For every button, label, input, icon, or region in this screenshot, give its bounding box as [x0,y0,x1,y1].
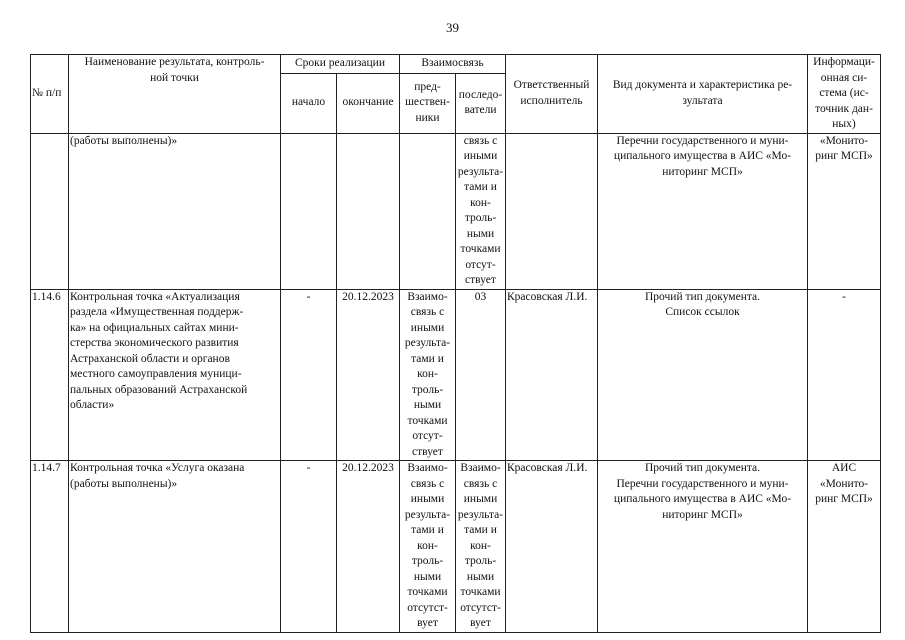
row-info-system: - [808,289,881,461]
header-predecessors: пред- шествен- ники [400,73,456,133]
row-info-system: АИС «Монито- ринг МСП» [808,461,881,633]
row-predecessors: Взаимо- связь с иными результа- тами и кон- троль- ными точками отсутст- вует [400,461,456,633]
row-end [337,133,400,289]
row-predecessors [400,133,456,289]
header-responsible: Ответственный исполнитель [506,55,598,134]
row-end: 20.12.2023 [337,289,400,461]
row-num: 1.14.6 [31,289,69,461]
row-start: - [281,461,337,633]
row-name: (работы выполнены)» [69,133,281,289]
row-successors: Взаимо- связь с иными результа- тами и кон- троль- ными точками отсутст- вует [456,461,506,633]
row-document: Перечни государственного и муни- ципального имущества в АИС «Мо- ниторинг МСП» [598,133,808,289]
header-info-system: Информаци- онная си- стема (ис- точник дан- ных) [808,55,881,134]
header-document: Вид документа и характеристика ре- зультата [598,55,808,134]
header-start: начало [281,73,337,133]
table-row [31,461,881,633]
row-name: Контрольная точка «Актуализация раздела «Имущественная поддерж- ка» на официальных сайтах мини- стерства экономического развития Астраханской области и органов местного самоуправления муници- пальных образований Астраханской области» [69,289,281,461]
page-number: 39 [446,20,459,35]
results-table [30,54,881,633]
row-responsible: Красовская Л.И. [506,461,598,633]
header-terms: Сроки реализации [281,55,400,74]
row-successors: связь с иными результа- тами и кон- троль- ными точками отсут- ствует [456,133,506,289]
header-name: Наименование результата, контроль- ной точки [69,55,281,134]
row-successors: 03 [456,289,506,461]
header-end: окончание [337,73,400,133]
table-row [31,133,881,289]
row-predecessors: Взаимо- связь с иными результа- тами и кон- троль- ными точками отсут- ствует [400,289,456,461]
row-responsible [506,133,598,289]
row-info-system: «Монито- ринг МСП» [808,133,881,289]
row-document: Прочий тип документа. Перечни государственного и муни- ципального имущества в АИС «Мо- ниторинг МСП» [598,461,808,633]
row-num [31,133,69,289]
row-responsible: Красовская Л.И. [506,289,598,461]
row-start [281,133,337,289]
table-row [31,289,881,461]
row-num: 1.14.7 [31,461,69,633]
header-successors: последо- ватели [456,73,506,133]
row-start: - [281,289,337,461]
header-link: Взаимосвязь [400,55,506,74]
row-end: 20.12.2023 [337,461,400,633]
row-document: Прочий тип документа. Список ссылок [598,289,808,461]
header-num: № п/п [31,55,69,134]
row-name: Контрольная точка «Услуга оказана (работы выполнены)» [69,461,281,633]
